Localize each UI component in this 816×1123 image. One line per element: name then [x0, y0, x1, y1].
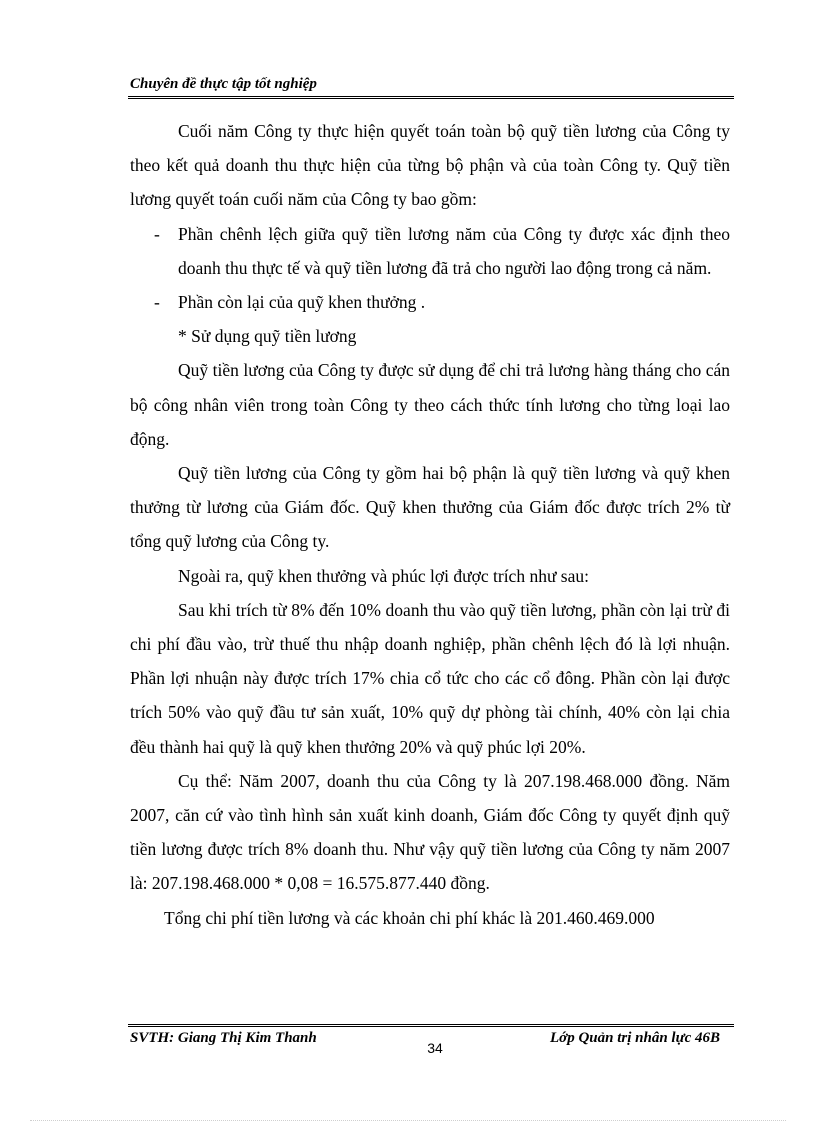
header-rule: [128, 96, 734, 99]
bullet-dash: -: [154, 292, 160, 313]
page-number: 34: [427, 1040, 443, 1056]
paragraph-4: Ngoài ra, quỹ khen thưởng và phúc lợi được trích như sau:: [178, 565, 589, 586]
bullet-item-2: [130, 285, 730, 319]
footer-student-name: SVTH: Giang Thị Kim Thanh: [130, 1030, 317, 1046]
paragraph-3: Quỹ tiền lương của Công ty gồm hai bộ phận là quỹ tiền lương và quỹ khen thưởng từ lương của Giám đốc. Quỹ khen thưởng của Giám đốc được trích 2% từ tổng quỹ lương của Công ty.: [130, 463, 730, 552]
bullet-item-1: [130, 217, 730, 285]
paragraph-6: Cụ thể: Năm 2007, doanh thu của Công ty là 207.198.468.000 đồng. Năm 2007, căn cứ vào tình hình sản xuất kinh doanh, Giám đốc Công ty quyết định quỹ tiền lương được trích 8% doanh thu. Như vậy quỹ tiền lương của Công ty năm 2007 là: 207.198.468.000 * 0,08 = 16.575.877.440 đồng.: [130, 770, 730, 894]
paragraph-5: Sau khi trích từ 8% đến 10% doanh thu vào quỹ tiền lương, phần còn lại trừ đi chi phí đầu vào, trừ thuế thu nhập doanh nghiệp, phần chênh lệch đó là lợi nhuận. Phần lợi nhuận này được trích 17% chia cổ tức cho các cổ đông. Phần còn lại được trích 50% vào quỹ đầu tư sản xuất, 10% quỹ dự phòng tài chính, 40% còn lại chia đều thành hai quỹ là quỹ khen thưởng 20% và quỹ phúc lợi 20%.: [130, 599, 730, 757]
paragraph-2: Quỹ tiền lương của Công ty được sử dụng để chi trả lương hàng tháng cho cán bộ công nhân viên trong toàn Công ty theo cách thức tính lương cho từng loại lao động.: [130, 360, 730, 449]
document-body: [130, 114, 730, 935]
paragraph-7: Tổng chi phí tiền lương và các khoản chi phí khác là 201.460.469.000: [164, 907, 655, 928]
footer-class-name: Lớp Quản trị nhân lực 46B: [550, 1030, 720, 1046]
bullet-text-1: Phần chênh lệch giữa quỹ tiền lương năm của Công ty được xác định theo doanh thu thực tế và quỹ tiền lương đã trả cho người lao động trong cả năm.: [178, 223, 730, 278]
page-bottom-edge: [30, 1120, 786, 1121]
footer-rule: [128, 1024, 734, 1027]
bullet-dash: -: [154, 223, 160, 244]
section-heading: * Sử dụng quỹ tiền lương: [178, 326, 357, 347]
page-header-title: Chuyên đề thực tập tốt nghiệp: [130, 76, 317, 92]
bullet-text-2: Phần còn lại của quỹ khen thưởng .: [178, 292, 426, 313]
paragraph-1: Cuối năm Công ty thực hiện quyết toán toàn bộ quỹ tiền lương của Công ty theo kết quả doanh thu thực hiện của từng bộ phận và của toàn Công ty. Quỹ tiền lương quyết toán cuối năm của Công ty bao gồm:: [130, 121, 730, 210]
